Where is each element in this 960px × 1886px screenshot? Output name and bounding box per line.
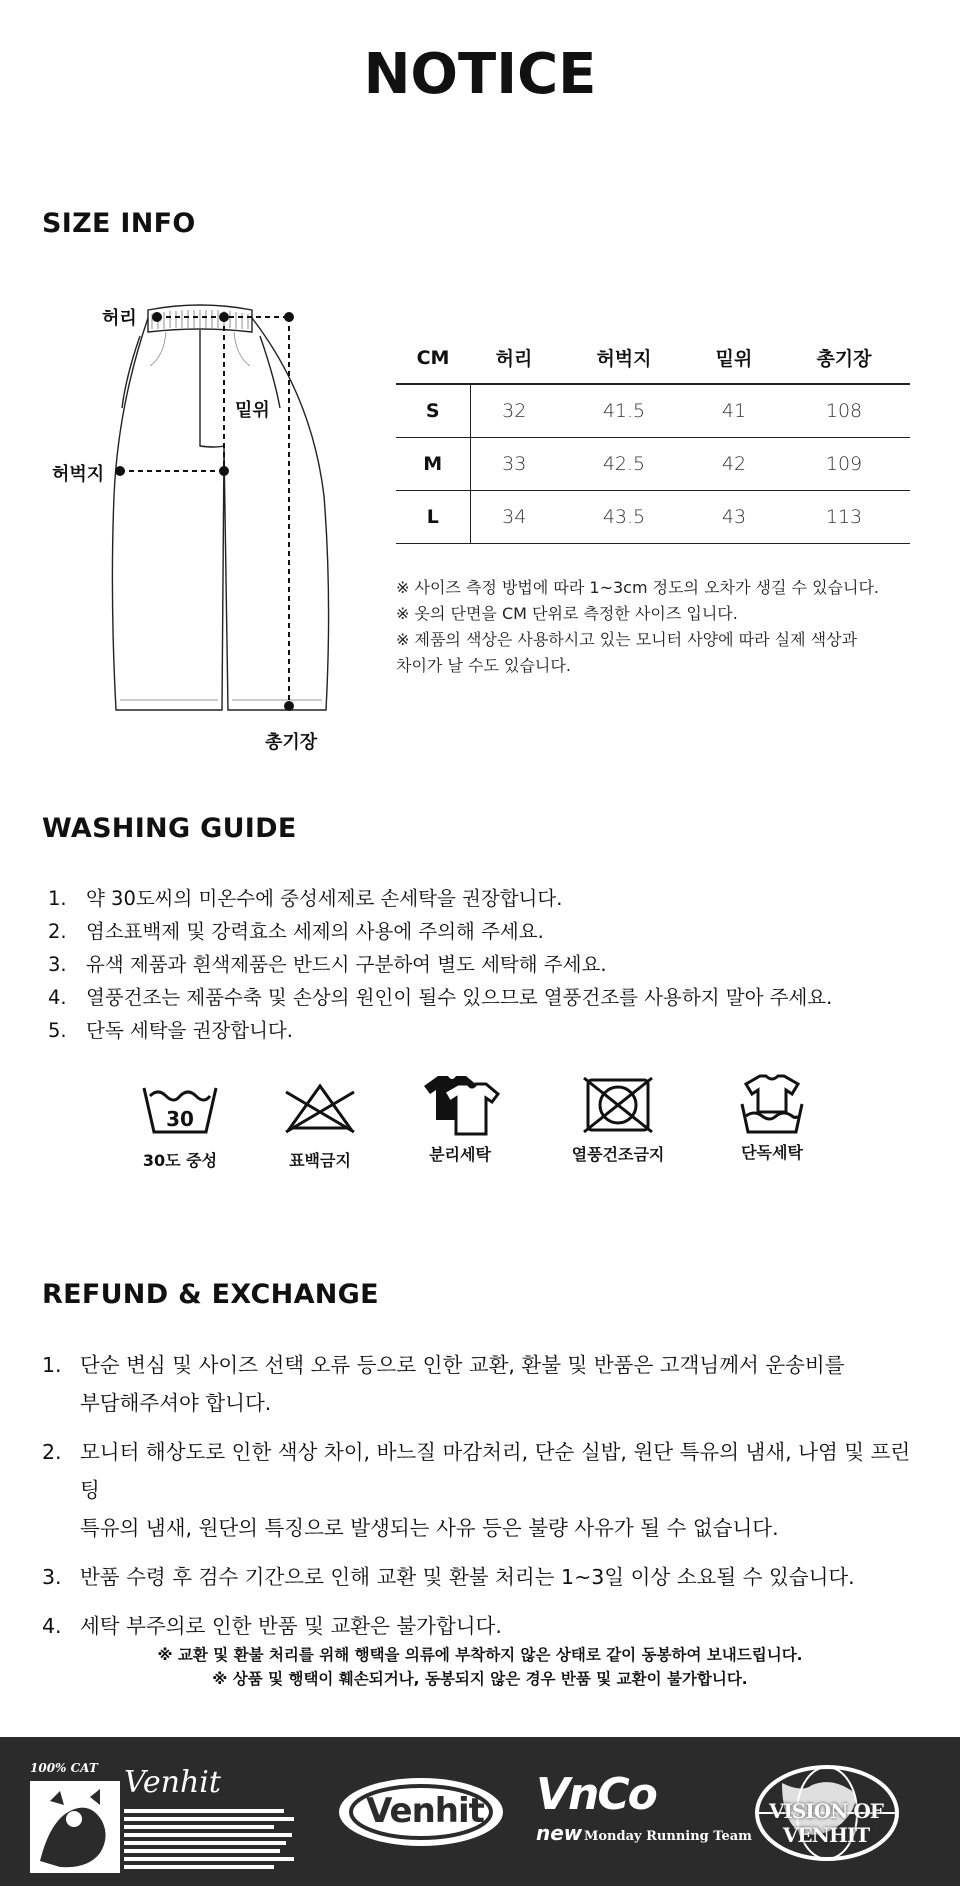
size-table-cell: 33 bbox=[470, 437, 558, 490]
size-table-cell: 43.5 bbox=[558, 490, 690, 543]
size-table-row bbox=[396, 437, 910, 490]
list-item-number: 4. bbox=[42, 1614, 62, 1638]
page-title: NOTICE bbox=[363, 42, 597, 107]
list-item-number: 2. bbox=[48, 920, 67, 943]
no-bleach-icon bbox=[280, 1080, 360, 1136]
refund-list bbox=[42, 1346, 922, 1656]
size-table-header-cell: 밑위 bbox=[690, 332, 778, 384]
pants-size-diagram bbox=[40, 296, 360, 766]
cat-label: 100% CAT bbox=[30, 1761, 98, 1775]
list-item-text: 단순 변심 및 사이즈 선택 오류 등으로 인한 교환, 환불 및 반품은 고객님께서 운송비를 bbox=[80, 1353, 845, 1377]
list-item-text: 반품 수령 후 검수 기간으로 인해 교환 및 환불 처리는 1~3일 이상 소요될 수 있습니다. bbox=[80, 1565, 855, 1589]
size-table-cell: 113 bbox=[778, 490, 910, 543]
wash-alone-icon bbox=[736, 1072, 808, 1136]
monday-running-team-text: Monday Running Team bbox=[584, 1829, 752, 1844]
list-item bbox=[48, 981, 832, 1014]
cat-illustration-icon bbox=[30, 1781, 120, 1873]
brand-footer bbox=[0, 1737, 960, 1886]
list-item-number: 5. bbox=[48, 1019, 67, 1042]
list-item-number: 4. bbox=[48, 986, 67, 1009]
list-item bbox=[48, 915, 832, 948]
size-table-header-cell: 허리 bbox=[470, 332, 558, 384]
list-item bbox=[42, 1346, 922, 1422]
care-icon-wash-30 bbox=[120, 1080, 240, 1171]
list-item-text: 유색 제품과 흰색제품은 반드시 구분하여 별도 세탁해 주세요. bbox=[86, 953, 607, 976]
size-table-cell: 32 bbox=[470, 384, 558, 437]
size-note: ※ 사이즈 측정 방법에 따라 1~3cm 정도의 오차가 생길 수 있습니다. bbox=[396, 578, 879, 597]
list-item-text: 열풍건조는 제품수축 및 손상의 원인이 될수 있으므로 열풍건조를 사용하지 말아 주세요. bbox=[86, 986, 833, 1009]
care-icon-wash-alone bbox=[712, 1072, 832, 1163]
thigh-label: 허벅지 bbox=[52, 464, 105, 485]
list-item-text: 단독 세탁을 권장합니다. bbox=[86, 1019, 293, 1042]
pants-outline-icon bbox=[40, 296, 360, 766]
size-table-cell: 42 bbox=[690, 437, 778, 490]
wash-30-icon bbox=[140, 1080, 220, 1136]
list-item-number: 1. bbox=[42, 1353, 62, 1377]
list-item-text: 부담해주셔야 합니다. bbox=[80, 1391, 272, 1415]
size-table-header bbox=[396, 332, 910, 384]
foot-note: ※ 상품 및 행택이 훼손되거나, 동봉되지 않은 경우 반품 및 교환이 불가합니다. bbox=[212, 1670, 748, 1688]
wash-temp-badge: 30 bbox=[166, 1107, 194, 1131]
new-tag: new bbox=[536, 1821, 583, 1845]
list-item bbox=[48, 882, 832, 915]
size-table-cell: 41 bbox=[690, 384, 778, 437]
vision-of-venhit-text: VISION OF VENHIT bbox=[769, 1799, 883, 1847]
list-item-number: 1. bbox=[48, 887, 67, 910]
list-item bbox=[48, 948, 832, 981]
care-icon-caption: 단독세탁 bbox=[741, 1143, 803, 1162]
list-item-text: 모니터 해상도로 인한 색상 차이, 바느질 마감처리, 단순 실밥, 원단 특유의 냄새, 나염 및 프린팅 bbox=[80, 1440, 911, 1502]
waist-label: 허리 bbox=[102, 308, 137, 329]
size-note: ※ 제품의 색상은 사용하시고 있는 모니터 사양에 따라 실제 색상과 bbox=[396, 630, 858, 649]
care-icon-no-bleach bbox=[260, 1080, 380, 1171]
care-icon-caption: 표백금지 bbox=[289, 1151, 351, 1170]
size-table-header-cell: CM bbox=[396, 332, 470, 384]
size-table-header-cell: 총기장 bbox=[778, 332, 910, 384]
care-icon-separate-wash bbox=[400, 1072, 520, 1165]
size-table-cell: 42.5 bbox=[558, 437, 690, 490]
list-item-text: 염소표백제 및 강력효소 세제의 사용에 주의해 주세요. bbox=[86, 920, 544, 943]
size-table-cell: M bbox=[396, 437, 470, 490]
size-table-cell: L bbox=[396, 490, 470, 543]
refund-foot-notes bbox=[0, 1643, 960, 1691]
list-item bbox=[42, 1433, 922, 1547]
list-item-text: 약 30도씨의 미온수에 중성세제로 손세탁을 권장합니다. bbox=[86, 887, 563, 910]
size-table-cell: 43 bbox=[690, 490, 778, 543]
size-note: 차이가 날 수도 있습니다. bbox=[396, 656, 571, 675]
list-item-number: 3. bbox=[42, 1565, 62, 1589]
washing-guide-heading: WASHING GUIDE bbox=[42, 813, 297, 844]
care-icon-caption: 분리세탁 bbox=[429, 1145, 491, 1164]
size-note: ※ 옷의 단면을 CM 단위로 측정한 사이즈 입니다. bbox=[396, 604, 738, 623]
vnco-logo: VnCo bbox=[536, 1769, 656, 1820]
separate-wash-icon bbox=[418, 1072, 502, 1138]
size-table-cell: 108 bbox=[778, 384, 910, 437]
crotch-label: 밑위 bbox=[235, 400, 270, 421]
list-item bbox=[42, 1607, 922, 1645]
length-label: 총기장 bbox=[265, 732, 318, 753]
venhit-oval-logo-text: Venhit bbox=[366, 1791, 484, 1831]
no-tumble-dry-icon bbox=[580, 1074, 656, 1136]
list-item bbox=[42, 1558, 922, 1596]
care-icon-caption: 열풍건조금지 bbox=[571, 1145, 665, 1164]
size-table-cell: S bbox=[396, 384, 470, 437]
list-item-text: 세탁 부주의로 인한 반품 및 교환은 불가합니다. bbox=[80, 1614, 502, 1638]
size-table-row bbox=[396, 490, 910, 543]
list-item-number: 3. bbox=[48, 953, 67, 976]
size-table-row bbox=[396, 384, 910, 437]
size-notes bbox=[396, 575, 916, 679]
slogan-text-block-icon bbox=[124, 1807, 304, 1873]
list-item-text: 특유의 냄새, 원단의 특징으로 발생되는 사유 등은 불량 사유가 될 수 없습니다. bbox=[80, 1516, 779, 1540]
venhit-script-logo: Venhit bbox=[124, 1765, 221, 1800]
refund-heading: REFUND & EXCHANGE bbox=[42, 1279, 379, 1310]
size-table-cell: 41.5 bbox=[558, 384, 690, 437]
size-table-cell: 109 bbox=[778, 437, 910, 490]
care-icon-no-tumble-dry bbox=[558, 1074, 678, 1165]
foot-note: ※ 교환 및 환불 처리를 위해 행택을 의류에 부착하지 않은 상태로 같이 동봉하여 보내드립니다. bbox=[157, 1646, 803, 1664]
washing-guide-list bbox=[48, 882, 832, 1047]
list-item-number: 2. bbox=[42, 1440, 62, 1464]
size-info-heading: SIZE INFO bbox=[42, 208, 196, 239]
size-table bbox=[396, 332, 910, 544]
size-table-cell: 34 bbox=[470, 490, 558, 543]
care-icon-caption: 30도 중성 bbox=[142, 1151, 218, 1170]
list-item bbox=[48, 1014, 832, 1047]
size-table-header-cell: 허벅지 bbox=[558, 332, 690, 384]
care-icons bbox=[120, 1080, 840, 1180]
